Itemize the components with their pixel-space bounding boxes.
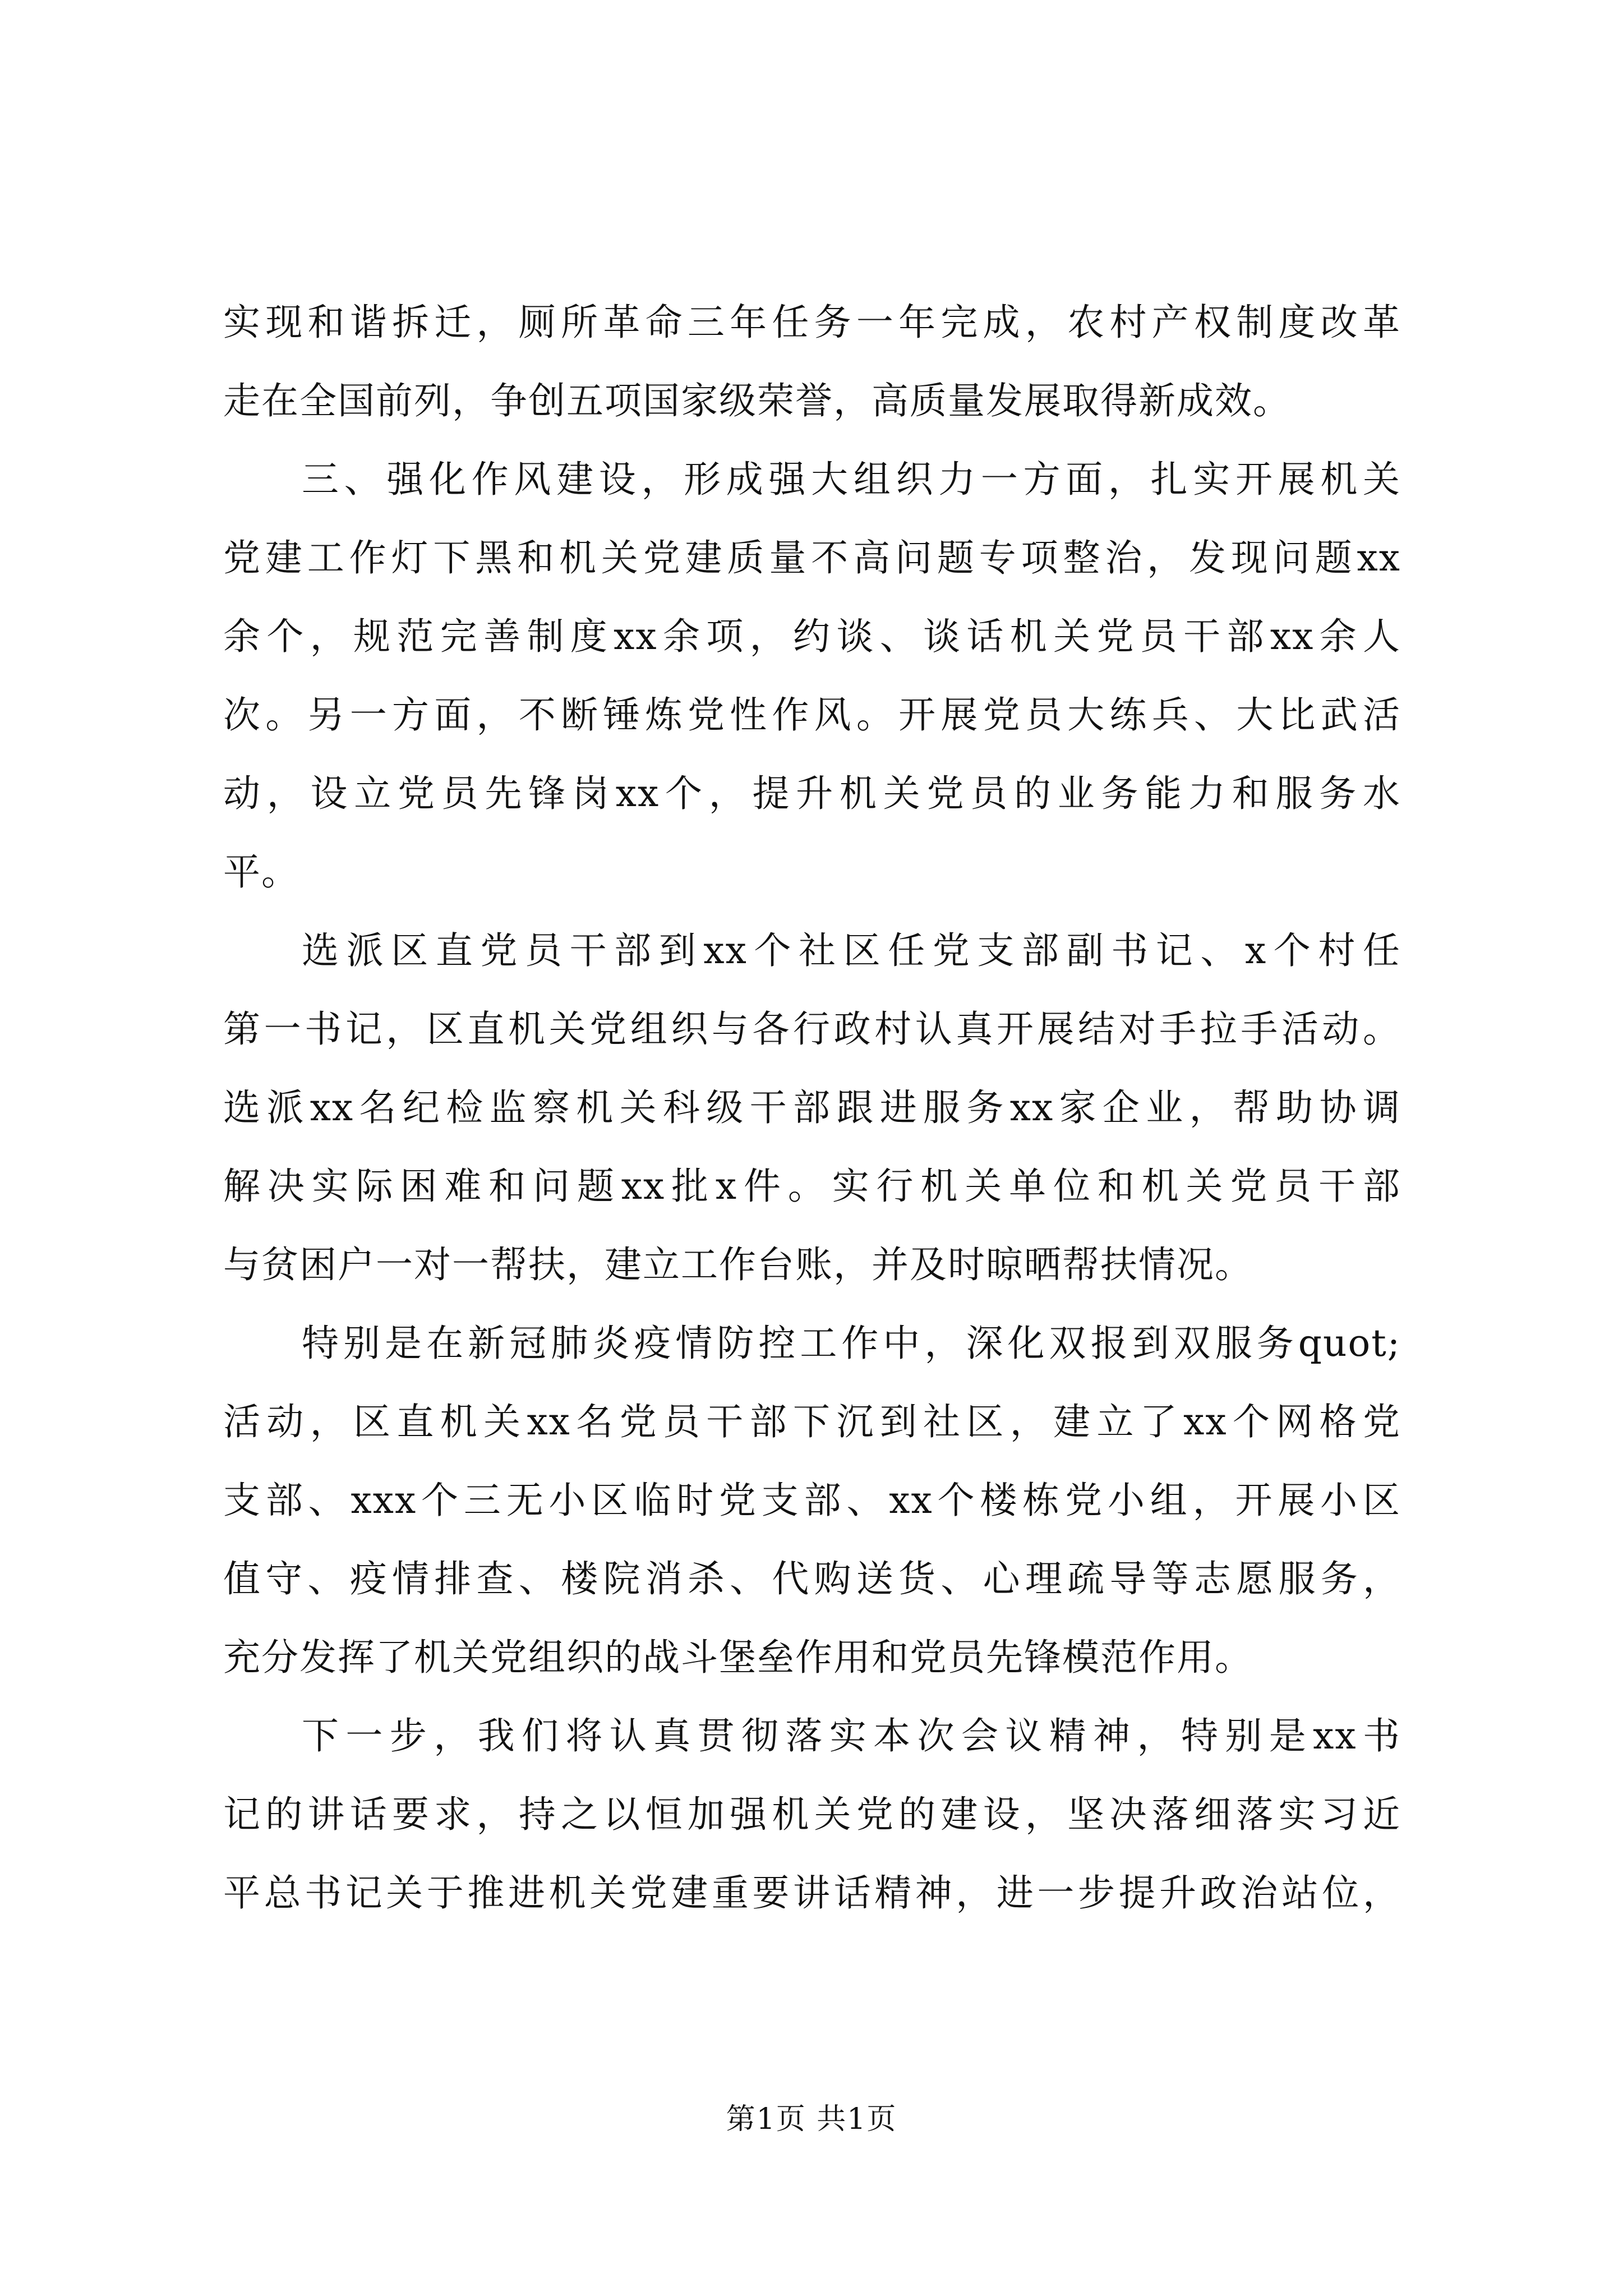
text-line: 党建工作灯下黑和机关党建质量不高问题专项整治，发现问题xx — [223, 536, 1401, 579]
paragraph — [223, 283, 1401, 440]
text-line: 特别是在新冠肺炎疫情防控工作中，深化双报到双服务quot; — [302, 1322, 1401, 1365]
text-line: 支部、xxx个三无小区临时党支部、xx个楼栋党小组，开展小区 — [223, 1479, 1401, 1522]
text-line: 下一步，我们将认真贯彻落实本次会议精神，特别是xx书 — [302, 1714, 1401, 1757]
text-line: 充分发挥了机关党组织的战斗堡垒作用和党员先锋模范作用。 — [223, 1636, 1253, 1679]
page-footer: 第1页 共1页 — [726, 2102, 897, 2136]
text-line: 选派区直党员干部到xx个社区任党支部副书记、x个村任 — [302, 929, 1401, 972]
text-line: 实现和谐拆迁，厕所革命三年任务一年完成，农村产权制度改革 — [223, 301, 1401, 344]
text-line: 值守、疫情排查、楼院消杀、代购送货、心理疏导等志愿服务， — [223, 1557, 1401, 1600]
paragraph — [223, 1697, 1401, 1932]
text-line: 平总书记关于推进机关党建重要讲话精神，进一步提升政治站位， — [223, 1871, 1401, 1915]
paragraph — [223, 912, 1401, 1304]
document-body — [223, 283, 1401, 1932]
text-line: 三、强化作风建设，形成强大组织力一方面，扎实开展机关 — [302, 458, 1401, 501]
paragraph — [223, 1304, 1401, 1697]
text-line: 余个，规范完善制度xx余项，约谈、谈话机关党员干部xx余人 — [223, 615, 1401, 658]
text-line: 走在全国前列，争创五项国家级荣誉，高质量发展取得新成效。 — [223, 379, 1291, 422]
text-line: 第一书记，区直机关党组织与各行政村认真开展结对手拉手活动。 — [223, 1007, 1401, 1051]
text-line: 解决实际困难和问题xx批x件。实行机关单位和机关党员干部 — [223, 1165, 1401, 1208]
text-line: 次。另一方面，不断锤炼党性作风。开展党员大练兵、大比武活 — [223, 693, 1401, 737]
text-line: 与贫困户一对一帮扶，建立工作台账，并及时晾晒帮扶情况。 — [223, 1243, 1253, 1286]
text-line: 活动，区直机关xx名党员干部下沉到社区，建立了xx个网格党 — [223, 1400, 1401, 1443]
text-line: 平。 — [223, 850, 299, 894]
text-line: 记的讲话要求，持之以恒加强机关党的建设，坚决落细落实习近 — [223, 1793, 1401, 1836]
text-line: 动，设立党员先锋岗xx个，提升机关党员的业务能力和服务水 — [223, 772, 1401, 815]
paragraph — [223, 440, 1401, 912]
text-line: 选派xx名纪检监察机关科级干部跟进服务xx家企业，帮助协调 — [223, 1086, 1401, 1129]
